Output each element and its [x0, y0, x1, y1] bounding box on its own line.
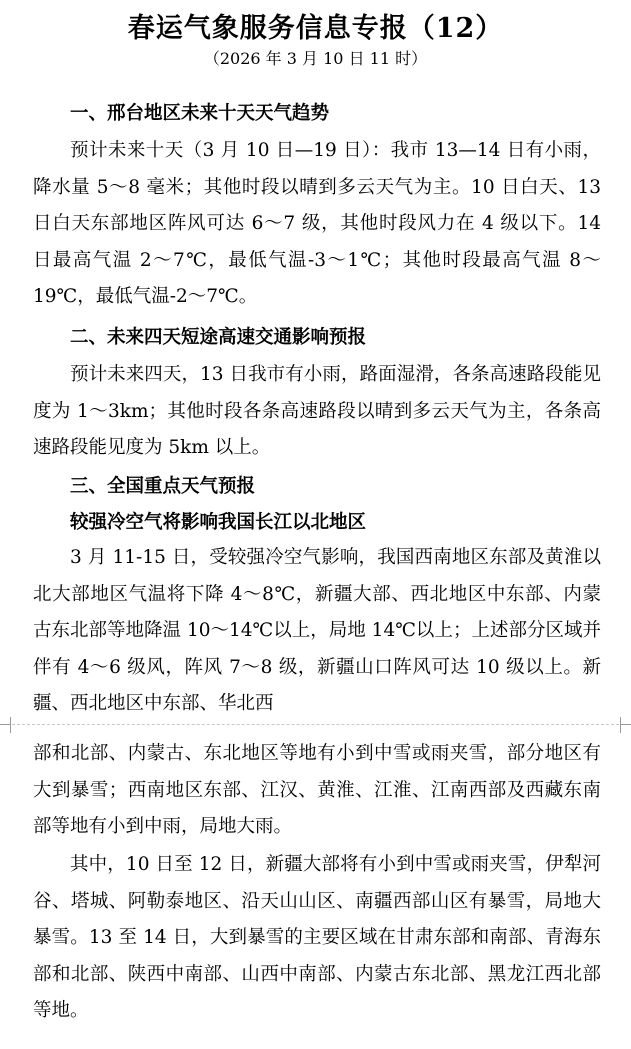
section3-paragraph1-part1: 3 月 11-15 日，受较强冷空气影响，我国西南地区东部及黄淮以北大部地区气温将下降 4～8℃，新疆大部、西北地区中东部、内蒙古东北部等地降温 10～14℃以上，局地 14℃以上；上述部分区域并伴有 4～6 级风，阵风 7～8 级，新疆山口阵风可达 10 级以上。新疆、西北地区中东部、华北西: [33, 547, 601, 714]
page-corner-left: [0, 717, 11, 733]
document-title: 春运气象服务信息专报（12）: [127, 13, 504, 44]
page-corner-left-tick: [0, 724, 10, 725]
document-date: （2026 年 3 月 10 日 11 时）: [203, 49, 428, 68]
page-corner-right: [620, 717, 631, 733]
section2-heading: 二、未来四天短途高速交通影响预报: [70, 327, 367, 348]
section3-heading: 三、全国重点天气预报: [70, 476, 256, 497]
section3-paragraph1-part2: 部和北部、内蒙古、东北地区等地有小到中雪或雨夹雪，部分地区有大到暴雪；西南地区东部、江汉、黄淮、江淮、江南西部及西藏东南部等地有小到中雨，局地大雨。: [33, 743, 601, 837]
page-break-separator: [0, 717, 631, 733]
section1-heading: 一、邢台地区未来十天天气趋势: [70, 103, 330, 124]
section3-paragraph2: 其中，10 日至 12 日，新疆大部将有小到中雪或雨夹雪，伊犁河谷、塔城、阿勒泰地区、沿天山山区、南疆西部山区有暴雪，局地大暴雪。13 至 14 日，大到暴雪的主要区域在甘肃东部和南部、青海东部和北部、陕西中南部、山西中南部、内蒙古东北部、黑龙江西北部等地。: [33, 854, 601, 1021]
section2-paragraph: 预计未来四天，13 日我市有小雨，路面湿滑，各条高速路段能见度为 1～3km；其他时段各条高速路段以晴到多云天气为主，各条高速路段能见度为 5km 以上。: [33, 364, 601, 458]
section1-paragraph: 预计未来十天（3 月 10 日—19 日）：我市 13—14 日有小雨，降水量 5～8 毫米；其他时段以晴到多云天气为主。10 日白天、13 日白天东部地区阵风可达 6～7 级，其他时段风力在 4 级以下。14 日最高气温 2～7℃，最低气温-3～1℃；其他时段最高气温 8～19℃，最低气温-2～7℃。: [33, 140, 601, 307]
section3-subheading: 较强冷空气将影响我国长江以北地区: [70, 512, 367, 533]
page-break-line: [12, 724, 619, 725]
